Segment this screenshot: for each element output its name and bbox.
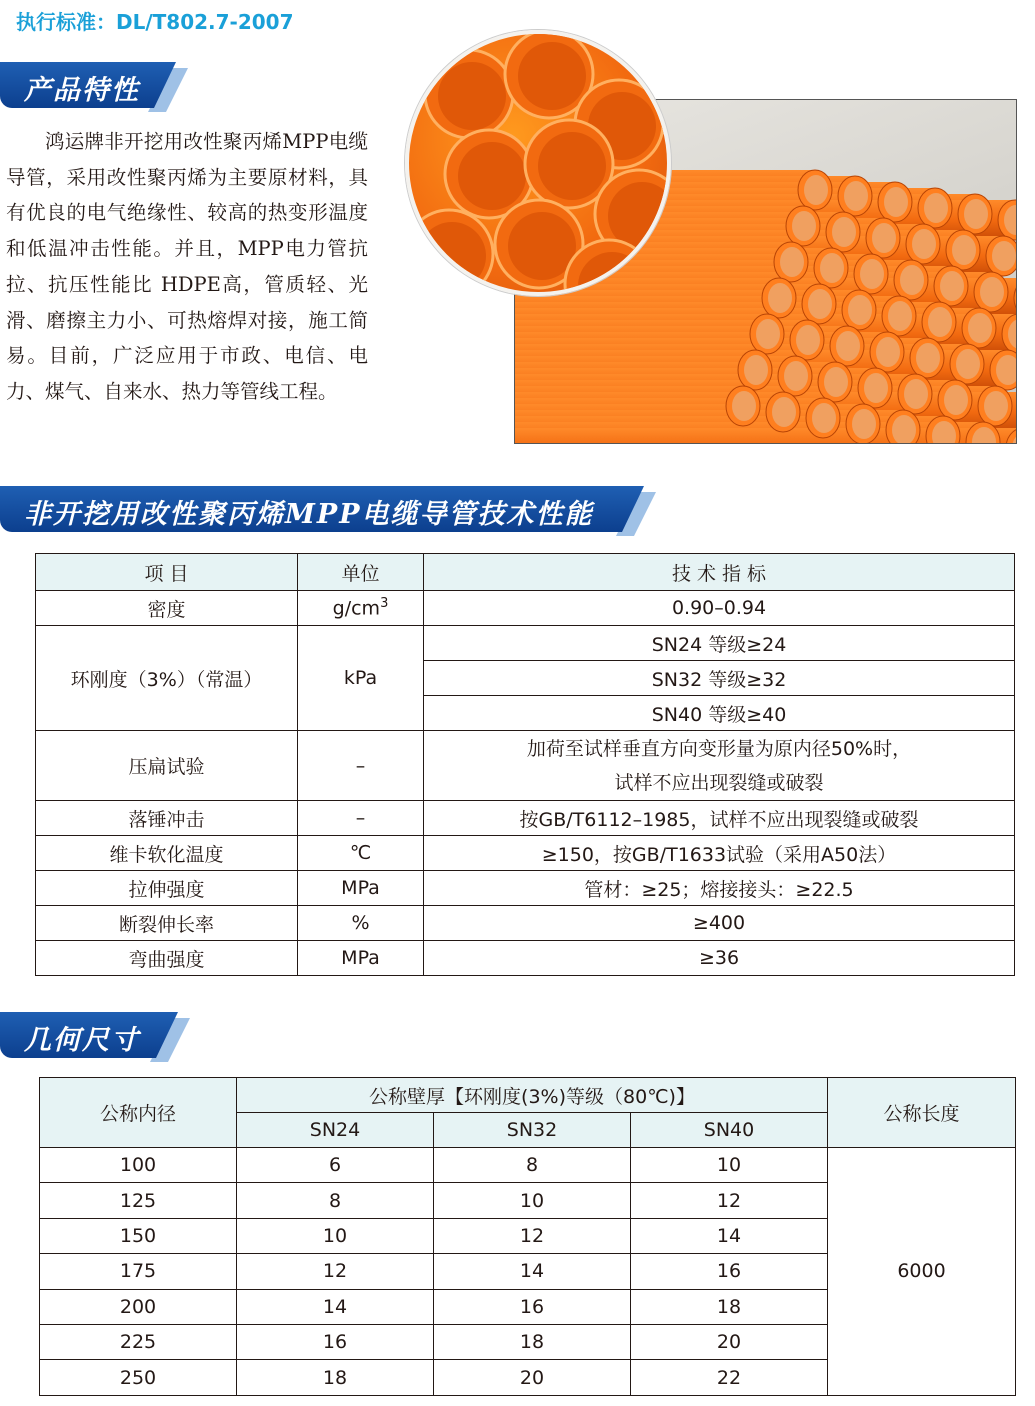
cell-value: 管材：≥25；熔接接头：≥22.5 (424, 871, 1015, 906)
cell-diameter: 175 (40, 1254, 237, 1289)
pipe-hole (784, 361, 808, 391)
table-row (36, 731, 1015, 801)
cell-thickness: 18 (237, 1360, 434, 1395)
intro-paragraph: 鸿运牌非开挖用改性聚丙烯MPP电缆导管，采用改性聚丙烯为主要原材料，具有优良的电气绝缘性、较高的热变形温度和低温冲击性能。并且，MPP电力管抗拉、抗压性能比 HDPE高，管质轻、光滑、磨擦主力小、可热熔焊对接，施工简易。目前，广泛应用于市政、电信、电力、煤气、自来水、热力等管线工程。 (6, 130, 368, 403)
pipe-hole (832, 217, 856, 247)
section-title: 几何尺寸 (24, 1025, 140, 1056)
cell-thickness: 18 (434, 1324, 631, 1359)
section-title: 非开挖用改性聚丙烯MPP电缆导管技术性能 (24, 499, 594, 530)
pipe-hole (944, 385, 968, 415)
pipe-hole (884, 187, 908, 217)
cell-item: 压扁试验 (36, 731, 298, 801)
table-header-row (40, 1078, 1016, 1113)
pipe-hole (824, 367, 848, 397)
pipe-hole (538, 132, 606, 200)
pipe-hole (984, 391, 1008, 421)
cell-unit: $g/cm^3$ (298, 591, 424, 626)
cell-value: SN32 等级≥32 (424, 661, 1015, 696)
cell-unit: – (298, 731, 424, 801)
pipe-hole (964, 199, 988, 229)
pipe-hole (968, 313, 992, 343)
pipe-hole (992, 241, 1016, 271)
cell-thickness: 8 (237, 1183, 434, 1218)
pipe-hole (808, 289, 832, 319)
dimensions-table (39, 1077, 1016, 1396)
header-diameter: 公称内径 (40, 1078, 237, 1148)
pipe-hole (904, 379, 928, 409)
pipe-hole (888, 301, 912, 331)
header-unit: 单位 (298, 554, 424, 591)
cell-thickness: 16 (434, 1289, 631, 1324)
cell-thickness: 16 (237, 1324, 434, 1359)
pipe-hole (756, 319, 780, 349)
pipe-closeup-photo (405, 30, 671, 296)
pipe-hole (418, 222, 486, 290)
pipe-hole (796, 325, 820, 355)
cell-diameter: 225 (40, 1324, 237, 1359)
pipe-hole (744, 355, 768, 385)
cell-value: 0.90–0.94 (424, 591, 1015, 626)
cell-diameter: 150 (40, 1218, 237, 1253)
performance-table (35, 553, 1015, 976)
cell-item: 落锤冲击 (36, 801, 298, 836)
pipe-hole (844, 181, 868, 211)
cell-thickness: 12 (434, 1218, 631, 1253)
cell-thickness: 22 (631, 1360, 828, 1395)
pipe-hole (916, 343, 940, 373)
cell-unit: – (298, 801, 424, 836)
pipe-hole (892, 415, 916, 444)
pipe-hole (876, 337, 900, 367)
cell-thickness: 20 (631, 1324, 828, 1359)
pipe-hole (864, 373, 888, 403)
pipe-hole (768, 283, 792, 313)
cell-value: ≥400 (424, 906, 1015, 941)
pipe-hole (924, 193, 948, 223)
cell-item: 拉伸强度 (36, 871, 298, 906)
pipe-hole (820, 253, 844, 283)
cell-thickness: 18 (631, 1289, 828, 1324)
pipe-hole (732, 391, 756, 421)
table-row (36, 626, 1015, 661)
pipe-hole (438, 62, 506, 130)
cell-item: 密度 (36, 591, 298, 626)
cell-line: 试样不应出现裂缝或破裂 (614, 771, 824, 794)
cell-unit: ℃ (298, 836, 424, 871)
table-row (40, 1148, 1016, 1183)
header-sn40: SN40 (631, 1113, 828, 1148)
table-row (36, 801, 1015, 836)
cell-thickness: 14 (237, 1289, 434, 1324)
cell-thickness: 12 (631, 1183, 828, 1218)
cell-thickness: 20 (434, 1360, 631, 1395)
cell-value: ≥36 (424, 941, 1015, 976)
table-row (36, 591, 1015, 626)
table-row (36, 871, 1015, 906)
cell-diameter: 125 (40, 1183, 237, 1218)
pipe-hole (900, 265, 924, 295)
header-spec: 技 术 指 标 (424, 554, 1015, 591)
cell-unit: MPa (298, 871, 424, 906)
cell-unit: MPa (298, 941, 424, 976)
pipe-hole (860, 259, 884, 289)
pipe-hole (912, 229, 936, 259)
table-header-row (36, 554, 1015, 591)
pipe-hole (792, 211, 816, 241)
cell-thickness: 8 (434, 1148, 631, 1183)
pipe-hole (780, 247, 804, 277)
pipe-hole (804, 175, 828, 205)
cell-value: SN24 等级≥24 (424, 626, 1015, 661)
cell-diameter: 100 (40, 1148, 237, 1183)
section-banner-dimensions (0, 1012, 190, 1058)
cell-unit: kPa (298, 626, 424, 731)
cell-value: ≥150，按GB/T1633试验（采用A50法） (424, 836, 1015, 871)
header-length: 公称长度 (828, 1078, 1016, 1148)
pipe-hole (980, 277, 1004, 307)
section-title: 产品特性 (24, 75, 140, 106)
pipe-hole (836, 331, 860, 361)
cell-thickness: 14 (631, 1218, 828, 1253)
cell-thickness: 14 (434, 1254, 631, 1289)
table-row (36, 906, 1015, 941)
section-banner-features (0, 62, 188, 108)
pipe-closeup-illustration (409, 34, 667, 292)
header-sn32: SN32 (434, 1113, 631, 1148)
header-wall: 公称壁厚【环刚度(3%)等级（80℃)】 (237, 1078, 828, 1113)
pipe-hole (956, 349, 980, 379)
cell-length: 6000 (828, 1148, 1016, 1396)
cell-thickness: 16 (631, 1254, 828, 1289)
cell-item: 维卡软化温度 (36, 836, 298, 871)
cell-thickness: 6 (237, 1148, 434, 1183)
pipe-hole (928, 307, 952, 337)
standard-label: 执行标准：DL/T802.7-2007 (16, 10, 294, 34)
cell-item: 弯曲强度 (36, 941, 298, 976)
pipe-hole (952, 235, 976, 265)
cell-value: SN40 等级≥40 (424, 696, 1015, 731)
cell-value: 按GB/T6112–1985，试样不应出现裂缝或破裂 (424, 801, 1015, 836)
pipe-hole (772, 397, 796, 427)
cell-diameter: 250 (40, 1360, 237, 1395)
header-sn24: SN24 (237, 1113, 434, 1148)
cell-unit: % (298, 906, 424, 941)
pipe-hole (852, 409, 876, 439)
cell-item: 环刚度（3%）（常温） (36, 626, 298, 731)
header-item: 项 目 (36, 554, 298, 591)
cell-thickness: 10 (434, 1183, 631, 1218)
pipe-hole (458, 142, 526, 210)
cell-thickness: 10 (631, 1148, 828, 1183)
pipe-hole (518, 42, 586, 110)
cell-thickness: 12 (237, 1254, 434, 1289)
table-row (36, 836, 1015, 871)
cell-diameter: 200 (40, 1289, 237, 1324)
cell-item: 断裂伸长率 (36, 906, 298, 941)
cell-thickness: 10 (237, 1218, 434, 1253)
pipe-hole (848, 295, 872, 325)
table-row (36, 941, 1015, 976)
pipe-hole (812, 403, 836, 433)
pipe-hole (940, 271, 964, 301)
pipe-hole (872, 223, 896, 253)
cell-line: 加荷至试样垂直方向变形量为原内径50%时， (526, 737, 912, 760)
cell-value (424, 731, 1015, 801)
section-banner-performance (0, 486, 656, 532)
